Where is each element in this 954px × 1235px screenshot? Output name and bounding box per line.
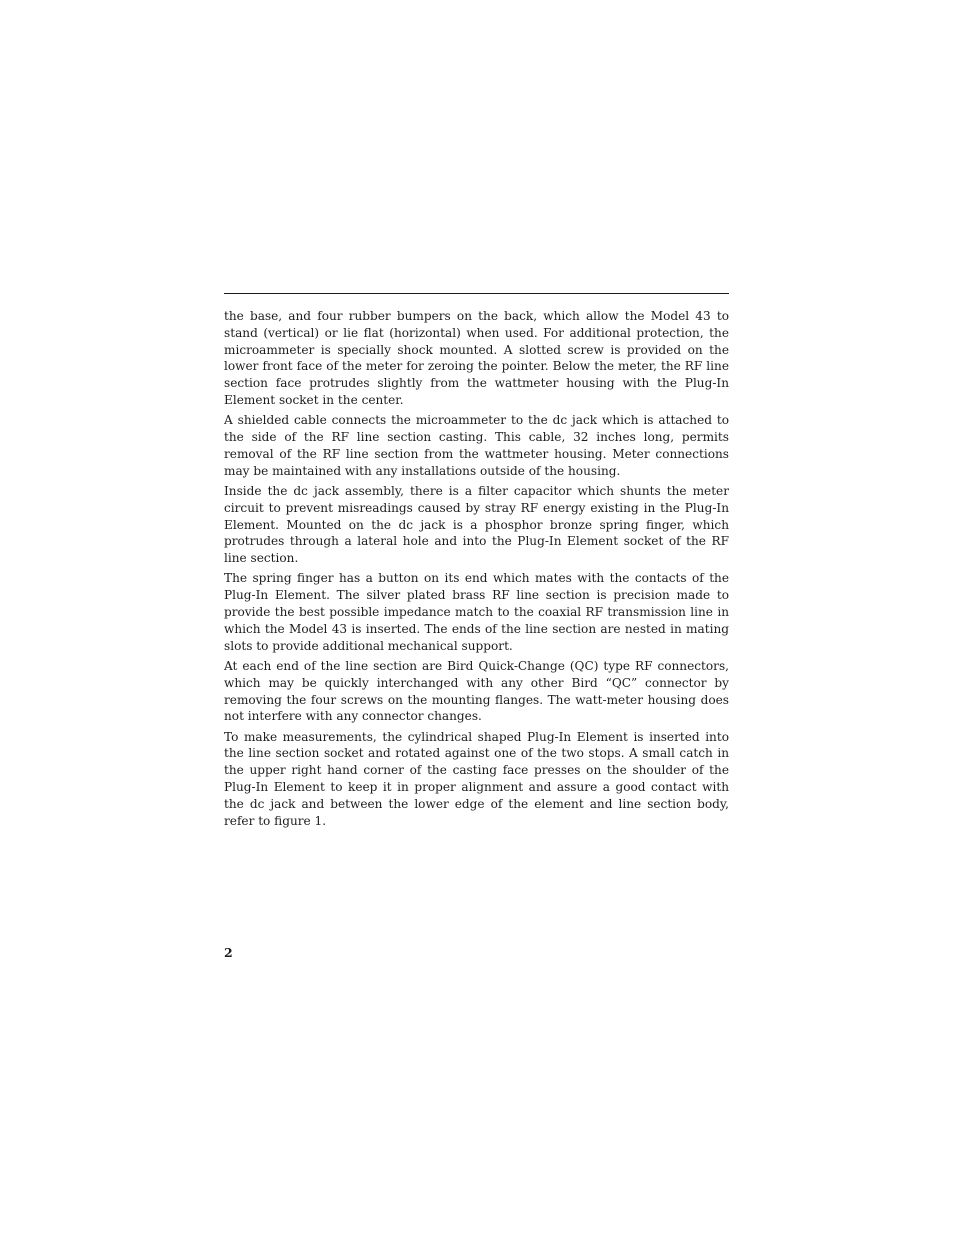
paragraph-4: The spring finger has a button on its end which mates with the contacts of the Plug-In Element. The silver plated brass RF line section is precision made to provide the best possible impedance match to the coaxial RF transmission line in which the Model 43 is inserted. The ends of the line section are nested in mating slots to provide additional mechanical support.: [224, 571, 729, 653]
paragraph-3: Inside the dc jack assembly, there is a filter capacitor which shunts the meter circuit to prevent misreadings caused by stray RF energy existing in the Plug-In Element. Mounted on the dc jack is a phosphor bronze spring finger, which protrudes through a lateral hole and into the Plug-In Element socket of the RF line section.: [224, 483, 729, 566]
paragraph-5: At each end of the line section are Bird Quick-Change (QC) type RF connectors, which may be quickly interchanged with any other Bird “QC” connector by removing the four screws on the mounting flanges. The watt-meter housing does not interfere with any connector changes.: [224, 658, 729, 724]
body-text: [224, 308, 729, 833]
page-number: 2: [224, 945, 233, 960]
paragraph-2: A shielded cable connects the microammeter to the dc jack which is attached to the side of the RF line section casting. This cable, 32 inches long, permits removal of the RF line section from the wattmeter housing. Meter connections may be maintained with any installations outside of the housing.: [224, 413, 729, 478]
paragraph-1: the base, and four rubber bumpers on the back, which allow the Model 43 to stand (vertical) or lie flat (horizontal) when used. For additional protection, the microammeter is specially shock mounted. A slotted screw is provided on the lower front face of the meter for zeroing the pointer. Below the meter, the RF line section face protrudes slightly from the wattmeter housing with the Plug-In Element socket in the center.: [224, 309, 729, 407]
header-rule: [224, 293, 729, 294]
paragraph-6: To make measurements, the cylindrical shaped Plug-In Element is inserted into the line section socket and rotated against one of the two stops. A small catch in the upper right hand corner of the casting face presses on the shoulder of the Plug-In Element to keep it in proper alignment and assure a good contact with the dc jack and between the lower edge of the element and line section body, refer to figure 1.: [224, 729, 729, 828]
